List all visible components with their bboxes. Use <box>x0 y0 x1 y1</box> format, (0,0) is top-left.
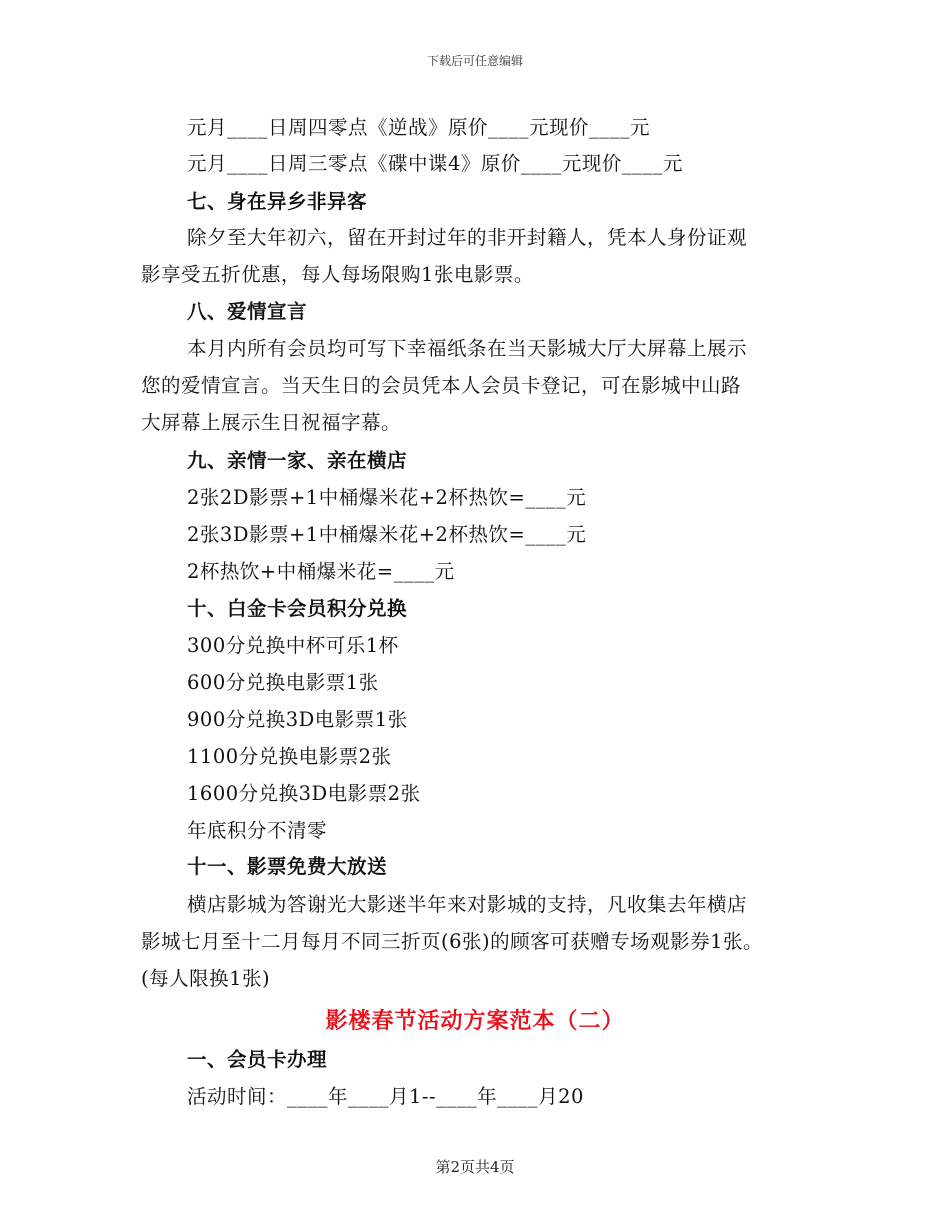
section-title: 影楼春节活动方案范本（二） <box>325 1008 625 1034</box>
body-text-line: 影城七月至十二月每月不同三折页(6张)的顾客可获赠专场观影券1张。 <box>141 930 764 953</box>
body-text-line: 本月内所有会员均可写下幸福纸条在当天影城大厅大屏幕上展示 <box>187 337 748 360</box>
section-heading: 十、白金卡会员积分兑换 <box>187 597 408 620</box>
body-text-line: (每人限换1张) <box>141 967 271 990</box>
section-heading: 十一、影票免费大放送 <box>187 855 388 878</box>
body-text-line: 600分兑换电影票1张 <box>187 671 379 694</box>
body-text-line: 2张2D影票+1中桶爆米花+2杯热饮=____元 <box>187 486 587 509</box>
body-text-line: 年底积分不清零 <box>187 819 328 842</box>
body-text-line: 活动时间：____年____月1--____年____月20 <box>187 1085 584 1108</box>
body-text-line: 300分兑换中杯可乐1杯 <box>187 634 399 657</box>
section-heading: 七、身在异乡非异客 <box>187 190 368 213</box>
body-text-line: 1100分兑换电影票2张 <box>187 745 392 768</box>
body-text-line: 您的爱情宣言。当天生日的会员凭本人会员卡登记，可在影城中山路 <box>141 374 742 397</box>
body-text-line: 影享受五折优惠，每人每场限购1张电影票。 <box>141 263 534 286</box>
page-footer: 第2页共4页 <box>435 1158 515 1176</box>
body-text-line: 元月____日周三零点《碟中谍4》原价____元现价____元 <box>187 152 683 175</box>
body-text-line: 900分兑换3D电影票1张 <box>187 708 408 731</box>
body-text-line: 除夕至大年初六，留在开封过年的非开封籍人，凭本人身份证观 <box>187 226 748 249</box>
body-text-line: 元月____日周四零点《逆战》原价____元现价____元 <box>187 116 651 139</box>
section-heading: 八、爱情宣言 <box>187 300 308 323</box>
body-text-line: 横店影城为答谢光大影迷半年来对影城的支持，凡收集去年横店 <box>187 893 748 916</box>
section-heading: 一、会员卡办理 <box>187 1048 328 1071</box>
section-heading: 九、亲情一家、亲在横店 <box>187 449 408 472</box>
page-header: 下载后可任意编辑 <box>426 54 523 68</box>
body-text-line: 大屏幕上展示生日祝福字幕。 <box>141 411 402 434</box>
body-text-line: 2张3D影票+1中桶爆米花+2杯热饮=____元 <box>187 523 587 546</box>
body-text-line: 1600分兑换3D电影票2张 <box>187 782 421 805</box>
body-text-line: 2杯热饮+中桶爆米花=____元 <box>187 560 455 583</box>
